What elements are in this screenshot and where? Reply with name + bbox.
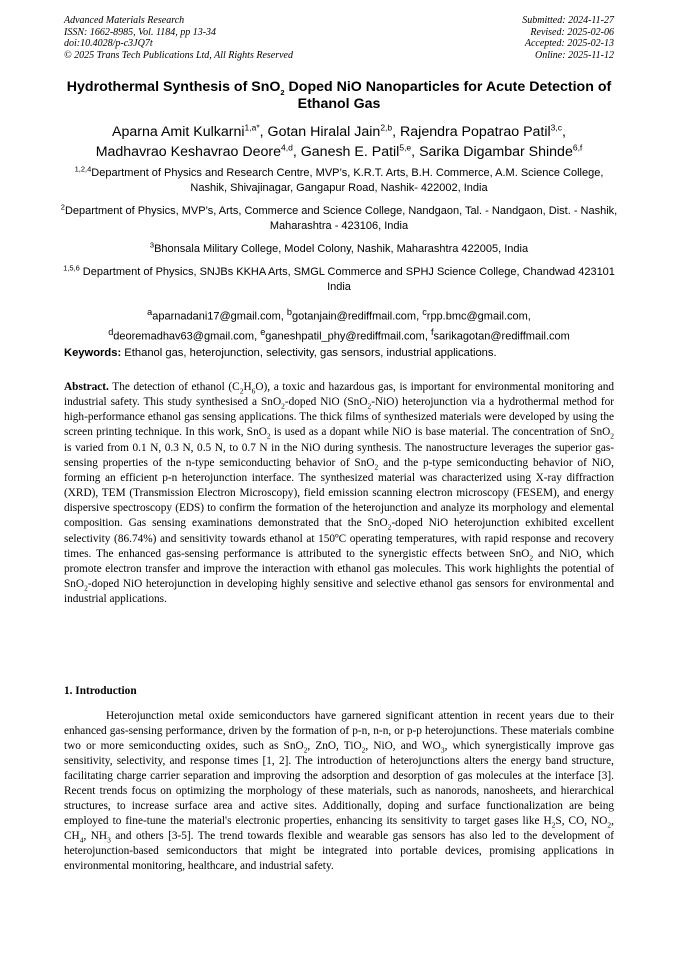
- subscript: 2: [529, 552, 534, 562]
- affiliation: [60, 166, 618, 196]
- author: [419, 141, 583, 160]
- keywords-text: Ethanol gas, heterojunction, selectivity, gas sensors, industrial applications.: [121, 347, 497, 359]
- author: [300, 141, 420, 160]
- affiliation-mark: 1,5,6: [63, 263, 80, 273]
- issn-line: ISSN: 1662-8985, Vol. 1184, pp 13-34: [64, 26, 217, 38]
- accepted-date: Accepted: 2025-02-13: [524, 38, 614, 49]
- author-affiliation-mark: 3,c: [550, 122, 563, 133]
- email-link[interactable]: deoremadhav63@gmail.com,: [113, 330, 261, 343]
- subscript: 2: [361, 745, 366, 755]
- author-name: Madhavrao Keshavrao Deore: [95, 143, 282, 160]
- affiliation-mark: 2: [60, 202, 65, 212]
- subscript: 2: [610, 431, 615, 441]
- title-part-2: Doped NiO Nanoparticles for Acute Detection of Ethanol Gas: [284, 79, 612, 112]
- subscript: 2: [84, 583, 88, 593]
- author-separator: ,: [562, 124, 566, 140]
- keywords-label: Keywords:: [64, 347, 122, 359]
- email-link[interactable]: gotanjain@rediffmail.com,: [292, 310, 423, 323]
- abstract-body: The detection of ethanol $(C_2H_6O)$, a toxic and hazardous gas, is important for environmental monitoring and industrial safety. This study synthesised a SnO$_2$-doped NiO (SnO$_2$-NiO) heterojunction via a hydrothermal method for high-performance ethanol gas sensing applications. The thick films of synthesized materials were developed by using the screen printing technique. In this work, SnO$_2$ is used as a dopant while NiO is base material. The concentration of SnO$_2$ is varied from 0.1 N, 0.3 N, 0.5 N, to 0.7 N in the NiO during synthesis. The nanostructure leverages the superior gas-sensing properties of the n-type semiconducting behavior of SnO$_2$ and the p-type semiconducting behavior of NiO, forming an efficient p-n heterojunction interface. The synthesized material was characterized using X-ray diffraction (XRD), TEM (Transmission Electron Microscopy), field emission scanning electron microscopy (FESEM), and energy dispersive spectroscopy (EDS) to confirm the formation of the heterojunction and analyze its morphology and elemental composition. Gas sensing examinations demonstrated that the SnO$_2$-doped NiO heterojunction exhibited excellent selectivity (86.74%) and sensitivity towards ethanol at 150ºC operating temperatures, with rapid response and recovery times. The enhanced gas-sensing performance is attributed to the synergistic effects between SnO$_2$ and NiO, which promote electron transfer and improve the interaction with ethanol gas molecules. This work highlights the potential of SnO$_2$-doped NiO heterojunction in developing highly sensitive and selective ethanol gas sensors for environmental and industrial applications.: [64, 381, 615, 606]
- affiliation-text: Department of Physics, SNJBs KKHA Arts, SMGL Commerce and SPHJ Science College, Chandwad 423101 India: [79, 266, 615, 293]
- affiliation-list: [60, 166, 618, 344]
- author-name: Gotan Hiralal Jain: [267, 124, 381, 140]
- author-list: [56, 123, 622, 162]
- keywords: [64, 346, 614, 360]
- subscript: 2: [239, 386, 244, 396]
- affiliation: [60, 204, 618, 234]
- author-affiliation-mark: 2,b: [380, 122, 393, 133]
- author-name: Rajendra Popatrao Patil: [400, 124, 551, 140]
- author-separator: ,: [392, 124, 401, 140]
- abstract-label: Abstract.: [64, 381, 109, 393]
- email-mark: d: [108, 326, 114, 337]
- subscript: 2: [387, 522, 392, 532]
- subscript: 2: [551, 820, 556, 830]
- affiliation-text: Department of Physics, MVP’s, Arts, Commerce and Science College, Nandgaon, Tal. - Nandgaon, Dist. - Nashik, Maharashtra - 423106, India: [64, 205, 618, 232]
- subscript: 3: [440, 745, 445, 755]
- introduction-paragraph: Heterojunction metal oxide semiconductors have garnered significant attention in recent years due to their enhanced gas-sensing performance, driven by the formation of p-n, n-n, or p-p heterojunctions. These materials combine two or more semiconducting oxides, such as SnO$_2$, ZnO, TiO$_2$, NiO, and $WO_3$, which synergistically improve gas sensitivity, selectivity, and response times [1, 2]. The introduction of heterojunctions alters the energy band structure, facilitating charge carrier separation and improving the adsorption and desorption of gas molecules at the interface [3]. Recent trends focus on optimizing the morphology of these materials, such as nanorods, nanosheets, and hierarchical structures, to increase surface area and active sites. Additionally, doping and surface functionalization are being employed to fine-tune the material's electronic properties, enhancing its sensitivity to target gases like $H_2S$, CO, $NO_2$, $CH_4$, $NH_3$ and others [3-5]. The trend towards flexible and wearable gas sensors has also led to the development of heterojunction-based semiconductors that might be integrated into portable devices, promising applications in environmental monitoring, healthcare, and industrial safety.: [64, 710, 614, 873]
- section-heading: 1. Introduction: [64, 685, 137, 697]
- journal-header-right: [522, 15, 614, 61]
- subscript: 2: [607, 820, 612, 830]
- affiliation-mark: 1,2,4: [74, 164, 92, 174]
- author: [400, 124, 566, 140]
- author-separator: ,: [411, 143, 420, 160]
- abstract: [64, 380, 614, 607]
- author-separator: ,: [259, 124, 268, 140]
- email-list: [60, 305, 618, 344]
- email-link[interactable]: rpp.bmc@gmail.com,: [426, 310, 531, 323]
- author-name: Ganesh E. Patil: [300, 143, 400, 160]
- subscript: 6: [251, 386, 256, 396]
- subscript: 2: [374, 462, 379, 472]
- subscript: 3: [107, 835, 111, 845]
- author: [268, 124, 401, 140]
- affiliation: [60, 242, 618, 257]
- affiliation-mark: 3: [149, 240, 155, 250]
- subscript: 2: [303, 745, 308, 755]
- author-name: Aparna Amit Kulkarni: [112, 124, 245, 140]
- email-mark: c: [422, 307, 427, 317]
- paper-title: [64, 79, 614, 113]
- affiliation-text: Bhonsala Military College, Model Colony, Nashik, Maharashtra 422005, India: [154, 243, 529, 255]
- email-link[interactable]: ganeshpatil_phy@rediffmail.com,: [265, 330, 431, 343]
- author-affiliation-mark: 1,a*: [244, 122, 260, 133]
- subscript: 2: [281, 401, 285, 411]
- author-separator: ,: [292, 143, 301, 160]
- subscript: 2: [266, 431, 271, 441]
- journal-name: Advanced Materials Research: [64, 15, 185, 26]
- journal-header-left: [64, 15, 293, 61]
- affiliation: [60, 265, 618, 295]
- author-affiliation-mark: 4,d: [281, 141, 293, 152]
- copyright-line: © 2025 Trans Tech Publications Ltd, All Rights Reserved: [64, 49, 293, 61]
- email-mark: f: [430, 326, 434, 337]
- author-affiliation-mark: 6,f: [572, 141, 583, 152]
- title-subscript: 2: [280, 87, 285, 97]
- subscript: 2: [367, 401, 372, 411]
- author: [112, 124, 268, 140]
- revised-date: Revised: 2025-02-06: [530, 26, 614, 38]
- author: [95, 141, 301, 160]
- email-link[interactable]: aparnadani17@gmail.com,: [152, 310, 287, 323]
- doi-line[interactable]: doi:10.4028/p-c3JQ7t: [64, 38, 153, 49]
- email-mark: b: [286, 307, 292, 317]
- submitted-date: Submitted: 2024-11-27: [522, 15, 614, 26]
- author-affiliation-mark: 5,e: [399, 141, 412, 152]
- email-mark: e: [260, 326, 266, 337]
- email-mark: a: [147, 307, 153, 317]
- subscript: 4: [79, 835, 84, 845]
- email-link[interactable]: sarikagotan@rediffmail.com: [433, 330, 570, 343]
- online-date: Online: 2025-11-12: [535, 49, 614, 61]
- author-name: Sarika Digambar Shinde: [419, 143, 573, 160]
- affiliation-text: Department of Physics and Research Centre, MVP’s, K.R.T. Arts, B.H. Commerce, A.M. Science College, Nashik, Shivajinagar, Gangapur Road, Nashik- 422002, India: [91, 167, 604, 194]
- title-part-1: Hydrothermal Synthesis of SnO: [66, 79, 281, 95]
